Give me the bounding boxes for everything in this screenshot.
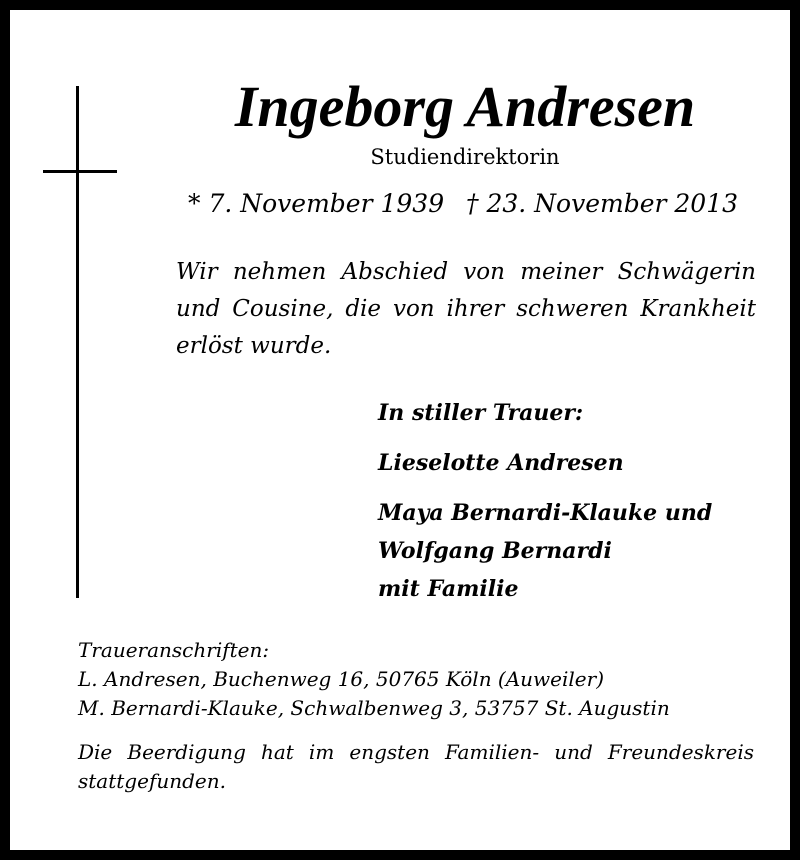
farewell-message — [176, 254, 756, 365]
message-line: erlöst wurde. — [176, 333, 332, 359]
mourners-intro: In stiller Trauer: — [378, 400, 584, 426]
mourner-name: Lieselotte Andresen — [378, 450, 624, 476]
message-line: und Cousine, die von ihrer schweren Krankheit — [176, 296, 756, 322]
cross-horizontal-beam — [43, 170, 117, 173]
addresses-block — [78, 636, 768, 723]
birth-date: * 7. November 1939 — [188, 189, 445, 218]
mourner-name: Maya Bernardi-Klauke und — [378, 500, 713, 526]
mourner-name: mit Familie — [378, 576, 519, 602]
funeral-line: Die Beerdigung hat im engsten Familien- und Freundeskreis — [78, 740, 754, 764]
deceased-name: Ingeborg Andresen — [234, 74, 696, 139]
message-line: Wir nehmen Abschied von meiner Schwägerin — [176, 259, 756, 285]
cross-vertical-beam — [76, 86, 79, 598]
addresses-heading: Traueranschriften: — [78, 638, 270, 662]
life-dates — [0, 183, 800, 225]
address-line: L. Andresen, Buchenweg 16, 50765 Köln (Auweiler) — [78, 667, 605, 691]
mourner-name: Wolfgang Bernardi — [378, 538, 612, 564]
funeral-line: stattgefunden. — [78, 769, 226, 793]
address-line: M. Bernardi-Klauke, Schwalbenweg 3, 53757 St. Augustin — [78, 696, 670, 720]
mourners-block — [378, 394, 758, 608]
death-date: † 23. November 2013 — [466, 189, 739, 218]
deceased-title: Studiendirektorin — [370, 145, 560, 169]
funeral-note — [78, 738, 754, 796]
